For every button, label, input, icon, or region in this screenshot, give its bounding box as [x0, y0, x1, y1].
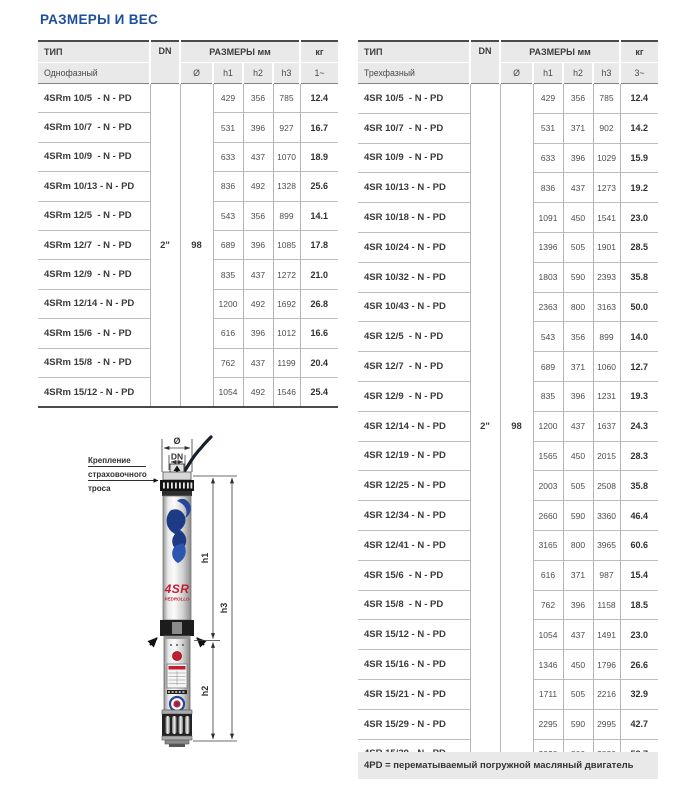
motor-round-logo [170, 697, 184, 711]
h3-value-cell: 3965 [593, 530, 620, 560]
pump-model-cell: 4SRm 12/14 - N - PD [38, 289, 150, 318]
h1-value-cell: 616 [533, 560, 563, 590]
weight-value-cell: 18.5 [620, 590, 658, 620]
h1-value-cell: 1396 [533, 232, 563, 262]
dimensions-table-single-phase [38, 40, 338, 408]
col-header-type: ТИП [38, 41, 150, 63]
pump-model-cell: 4SR 12/7 - N - PD [358, 352, 470, 382]
h1-value-cell: 1711 [533, 679, 563, 709]
pump-model-cell: 4SRm 15/8 - N - PD [38, 348, 150, 377]
col-header-kg: кг [300, 41, 338, 63]
dn-value-cell: 2" [150, 84, 180, 408]
h1-value-cell: 1565 [533, 441, 563, 471]
col-subheader-phase-code: 1~ [300, 63, 338, 84]
col-subheader-diameter: Ø [180, 63, 213, 84]
h3-value-cell: 1012 [273, 319, 300, 348]
brand-logo-4sr: 4SR [164, 582, 190, 596]
pump-model-cell: 4SR 12/41 - N - PD [358, 530, 470, 560]
table-body [358, 84, 658, 770]
h1-value-cell: 1054 [213, 377, 243, 407]
pump-model-cell: 4SRm 10/9 - N - PD [38, 142, 150, 171]
table-body [38, 84, 338, 408]
h3-value-cell: 1070 [273, 142, 300, 171]
col-header-dn: DN [470, 41, 500, 84]
h1-value-cell: 762 [213, 348, 243, 377]
weight-value-cell: 16.7 [300, 113, 338, 142]
h1-value-cell: 2660 [533, 501, 563, 531]
table-header [38, 41, 338, 84]
pump-model-cell: 4SR 12/9 - N - PD [358, 381, 470, 411]
h2-value-cell: 437 [243, 260, 273, 289]
h2-value-cell: 437 [563, 411, 593, 441]
pump-model-cell: 4SR 12/34 - N - PD [358, 501, 470, 531]
weight-value-cell: 14.1 [300, 201, 338, 230]
weight-value-cell: 12.4 [310, 93, 329, 104]
h1-value-cell: 1091 [533, 203, 563, 233]
h1-value-cell: 762 [533, 590, 563, 620]
h2-value-cell: 590 [563, 709, 593, 739]
weight-value-cell: 60.6 [620, 530, 658, 560]
h2-value-cell: 800 [563, 292, 593, 322]
h3-value-cell: 1085 [273, 230, 300, 259]
svg-text:троса: троса [88, 484, 111, 493]
table-row [358, 84, 658, 114]
pump-model-cell: 4SRm 12/7 - N - PD [38, 230, 150, 259]
h2-value-cell: 492 [243, 172, 273, 201]
h3-value-cell: 1231 [593, 381, 620, 411]
pump-model-cell: 4SR 15/12 - N - PD [358, 620, 470, 650]
h3-value-cell: 1273 [593, 173, 620, 203]
h3-value-cell: 1272 [273, 260, 300, 289]
weight-value-cell: 12.4 [630, 93, 649, 104]
h3-value-cell: 785 [273, 84, 300, 113]
h3-value-cell: 1060 [593, 352, 620, 382]
h1-value-cell: 3165 [533, 530, 563, 560]
h1-value-cell: 543 [213, 201, 243, 230]
diameter-value-cell: 98 [500, 84, 533, 770]
rope-attachment-label [88, 456, 158, 493]
pump-model-cell: 4SR 10/18 - N - PD [358, 203, 470, 233]
h2-value-cell: 437 [243, 142, 273, 171]
h2-value-cell: 396 [563, 143, 593, 173]
h2-value-cell: 492 [243, 377, 273, 407]
h1-value-cell: 543 [533, 322, 563, 352]
h1-value-cell: 836 [213, 172, 243, 201]
h2-value-cell: 356 [243, 84, 273, 113]
h2-value-cell: 505 [563, 471, 593, 501]
pump-model-cell: 4SR 12/25 - N - PD [358, 471, 470, 501]
pump-model-cell: 4SR 10/13 - N - PD [358, 173, 470, 203]
col-header-type: ТИП [358, 41, 470, 63]
h3-value-cell: 987 [593, 560, 620, 590]
col-subheader-h2: h2 [563, 63, 593, 84]
h1-value-cell: 1200 [533, 411, 563, 441]
pump-model-cell: 4SR 12/19 - N - PD [358, 441, 470, 471]
weight-value-cell: 21.0 [300, 260, 338, 289]
h2-value-cell: 505 [563, 679, 593, 709]
pump-model-cell: 4SRm 12/5 - N - PD [38, 201, 150, 230]
weight-value-cell: 46.4 [620, 501, 658, 531]
pump-model-cell: 4SR 10/9 - N - PD [358, 143, 470, 173]
h3-value-cell: 902 [593, 113, 620, 143]
h2-value-cell: 437 [563, 620, 593, 650]
col-subheader-phase: Трехфазный [358, 63, 470, 84]
h3-value-cell: 1328 [273, 172, 300, 201]
brand-logo-pedrollo: PEDROLLO [164, 596, 190, 602]
h1-value-cell: 1054 [533, 620, 563, 650]
col-subheader-h2: h2 [243, 63, 273, 84]
weight-value-cell: 12.7 [620, 352, 658, 382]
h3-value-cell: 2508 [593, 471, 620, 501]
page-title: РАЗМЕРЫ И ВЕС [40, 12, 159, 27]
pump-model-cell: 4SR 15/21 - N - PD [358, 679, 470, 709]
h3-value-cell: 785 [593, 84, 620, 114]
weight-value-cell: 28.5 [620, 232, 658, 262]
h3-value-cell: 1199 [273, 348, 300, 377]
h1-value-cell: 429 [533, 84, 563, 114]
h2-value-cell: 450 [563, 650, 593, 680]
h2-value-cell: 371 [563, 352, 593, 382]
col-subheader-phase: Однофазный [38, 63, 150, 84]
h3-dim-label: h3 [219, 602, 229, 614]
h3-value-cell: 1637 [593, 411, 620, 441]
col-subheader-h1: h1 [213, 63, 243, 84]
h1-value-cell: 689 [533, 352, 563, 382]
h3-value-cell: 1546 [273, 377, 300, 407]
weight-value-cell: 50.0 [620, 292, 658, 322]
h2-value-cell: 371 [563, 560, 593, 590]
h1-value-cell: 531 [533, 113, 563, 143]
h3-value-cell: 2015 [593, 441, 620, 471]
weight-value-cell: 19.2 [620, 173, 658, 203]
weight-value-cell: 16.6 [300, 319, 338, 348]
h3-value-cell: 1491 [593, 620, 620, 650]
weight-value-cell: 28.3 [620, 441, 658, 471]
pump-model-cell: 4SRm 15/12 - N - PD [38, 377, 150, 407]
pump-model-cell: 4SRm 12/9 - N - PD [38, 260, 150, 289]
pump-model-cell: 4SRm 10/7 - N - PD [38, 113, 150, 142]
coupling-arrow-right [197, 638, 204, 645]
svg-text:Крепление: Крепление [88, 456, 131, 465]
h2-value-cell: 505 [563, 232, 593, 262]
h3-value-cell: 899 [273, 201, 300, 230]
cable-guard-band [160, 480, 194, 491]
pump-model-cell: 4SR 10/32 - N - PD [358, 262, 470, 292]
power-cable [184, 437, 211, 472]
h2-value-cell: 450 [563, 203, 593, 233]
coupling-arrow-left [150, 638, 157, 645]
motor-red-cap [173, 652, 182, 661]
h3-value-cell: 927 [273, 113, 300, 142]
h3-value-cell: 899 [593, 322, 620, 352]
pump-model-cell: 4SR 10/43 - N - PD [358, 292, 470, 322]
dimensions-table-three-phase [358, 40, 658, 770]
col-header-kg: кг [620, 41, 658, 63]
h1-value-cell: 633 [213, 142, 243, 171]
h3-value-cell: 2393 [593, 262, 620, 292]
height-dimensions [193, 476, 237, 741]
h1-value-cell: 531 [213, 113, 243, 142]
h1-value-cell: 616 [213, 319, 243, 348]
motor-body [164, 636, 190, 711]
pump-model-cell: 4SR 15/6 - N - PD [358, 560, 470, 590]
h1-value-cell: 1803 [533, 262, 563, 292]
h1-value-cell: 835 [533, 381, 563, 411]
weight-value-cell: 35.8 [620, 262, 658, 292]
weight-value-cell: 23.0 [620, 620, 658, 650]
weight-value-cell: 32.9 [620, 679, 658, 709]
suction-strainer [162, 710, 192, 747]
h1-value-cell: 1346 [533, 650, 563, 680]
svg-text:страховочного: страховочного [88, 470, 147, 479]
diameter-dim-label: Ø [173, 436, 181, 446]
pump-model-cell: 4SR 15/8 - N - PD [358, 590, 470, 620]
weight-value-cell: 35.8 [620, 471, 658, 501]
h2-value-cell: 371 [563, 113, 593, 143]
pump-model-cell: 4SRm 10/5 - N - PD [38, 84, 150, 113]
pump-model-cell: 4SR 10/7 - N - PD [358, 113, 470, 143]
table-header [358, 41, 658, 84]
h3-value-cell: 3163 [593, 292, 620, 322]
weight-value-cell: 14.2 [620, 113, 658, 143]
diameter-value-cell: 98 [180, 84, 213, 408]
pump-model-cell: 4SR 12/5 - N - PD [358, 322, 470, 352]
pump-technical-drawing [80, 423, 250, 785]
pump-model-cell: 4SRm 15/6 - N - PD [38, 319, 150, 348]
h1-value-cell: 2363 [533, 292, 563, 322]
dn-value-cell: 2" [470, 84, 500, 770]
col-subheader-h1: h1 [533, 63, 563, 84]
pump-model-cell: 4SR 10/24 - N - PD [358, 232, 470, 262]
col-subheader-phase-code: 3~ [620, 63, 658, 84]
col-subheader-h3: h3 [273, 63, 300, 84]
h3-value-cell: 1692 [273, 289, 300, 318]
pump-head [160, 464, 194, 496]
weight-value-cell: 14.0 [620, 322, 658, 352]
pump-model-cell: 4SR 15/29 - N - PD [358, 709, 470, 739]
weight-value-cell: 26.6 [620, 650, 658, 680]
h1-value-cell: 2295 [533, 709, 563, 739]
weight-value-cell: 42.7 [620, 709, 658, 739]
weight-value-cell: 15.4 [620, 560, 658, 590]
col-header-dimensions: РАЗМЕРЫ мм [500, 41, 620, 63]
pump-body [163, 496, 191, 620]
h2-dim-label: h2 [200, 685, 210, 697]
weight-value-cell: 18.9 [300, 142, 338, 171]
h2-value-cell: 356 [563, 322, 593, 352]
h2-value-cell: 590 [563, 262, 593, 292]
h1-value-cell: 633 [533, 143, 563, 173]
motor-name-plate [167, 664, 187, 688]
col-subheader-h3: h3 [593, 63, 620, 84]
pump-model-cell: 4SR 12/14 - N - PD [358, 411, 470, 441]
weight-value-cell: 15.9 [620, 143, 658, 173]
h2-value-cell: 356 [243, 201, 273, 230]
h1-value-cell: 836 [533, 173, 563, 203]
pump-model-cell: 4SRm 10/13 - N - PD [38, 172, 150, 201]
h2-value-cell: 800 [563, 530, 593, 560]
h3-value-cell: 1158 [593, 590, 620, 620]
h2-value-cell: 396 [563, 381, 593, 411]
h3-value-cell: 2995 [593, 709, 620, 739]
h2-value-cell: 396 [243, 230, 273, 259]
col-subheader-diameter: Ø [500, 63, 533, 84]
h1-value-cell: 2003 [533, 471, 563, 501]
weight-value-cell: 20.4 [300, 348, 338, 377]
h3-value-cell: 1901 [593, 232, 620, 262]
h1-value-cell: 835 [213, 260, 243, 289]
weight-value-cell: 24.3 [620, 411, 658, 441]
table-row [38, 84, 338, 113]
h2-value-cell: 396 [243, 319, 273, 348]
weight-value-cell: 25.4 [300, 377, 338, 407]
weight-value-cell: 17.8 [300, 230, 338, 259]
h2-value-cell: 396 [563, 590, 593, 620]
pump-model-cell: 4SR 15/16 - N - PD [358, 650, 470, 680]
h2-value-cell: 437 [243, 348, 273, 377]
h2-value-cell: 437 [563, 173, 593, 203]
weight-value-cell: 23.0 [620, 203, 658, 233]
footnote-4pd: 4PD = перематываемый погружной масляный двигатель [358, 752, 658, 779]
h2-value-cell: 590 [563, 501, 593, 531]
h3-value-cell: 3360 [593, 501, 620, 531]
h1-value-cell: 689 [213, 230, 243, 259]
h3-value-cell: 2216 [593, 679, 620, 709]
h3-value-cell: 1796 [593, 650, 620, 680]
h1-dim-label: h1 [200, 552, 210, 564]
h2-value-cell: 450 [563, 441, 593, 471]
h1-value-cell: 429 [213, 84, 243, 113]
weight-value-cell: 25.6 [300, 172, 338, 201]
h2-value-cell: 356 [563, 84, 593, 114]
h2-value-cell: 492 [243, 289, 273, 318]
h3-value-cell: 1541 [593, 203, 620, 233]
h2-value-cell: 396 [243, 113, 273, 142]
h3-value-cell: 1029 [593, 143, 620, 173]
dn-dim-label: DN [170, 451, 184, 462]
col-header-dn: DN [150, 41, 180, 84]
pump-model-cell: 4SR 10/5 - N - PD [358, 84, 470, 114]
col-header-dimensions: РАЗМЕРЫ мм [180, 41, 300, 63]
weight-value-cell: 19.3 [620, 381, 658, 411]
weight-value-cell: 26.8 [300, 289, 338, 318]
h1-value-cell: 1200 [213, 289, 243, 318]
